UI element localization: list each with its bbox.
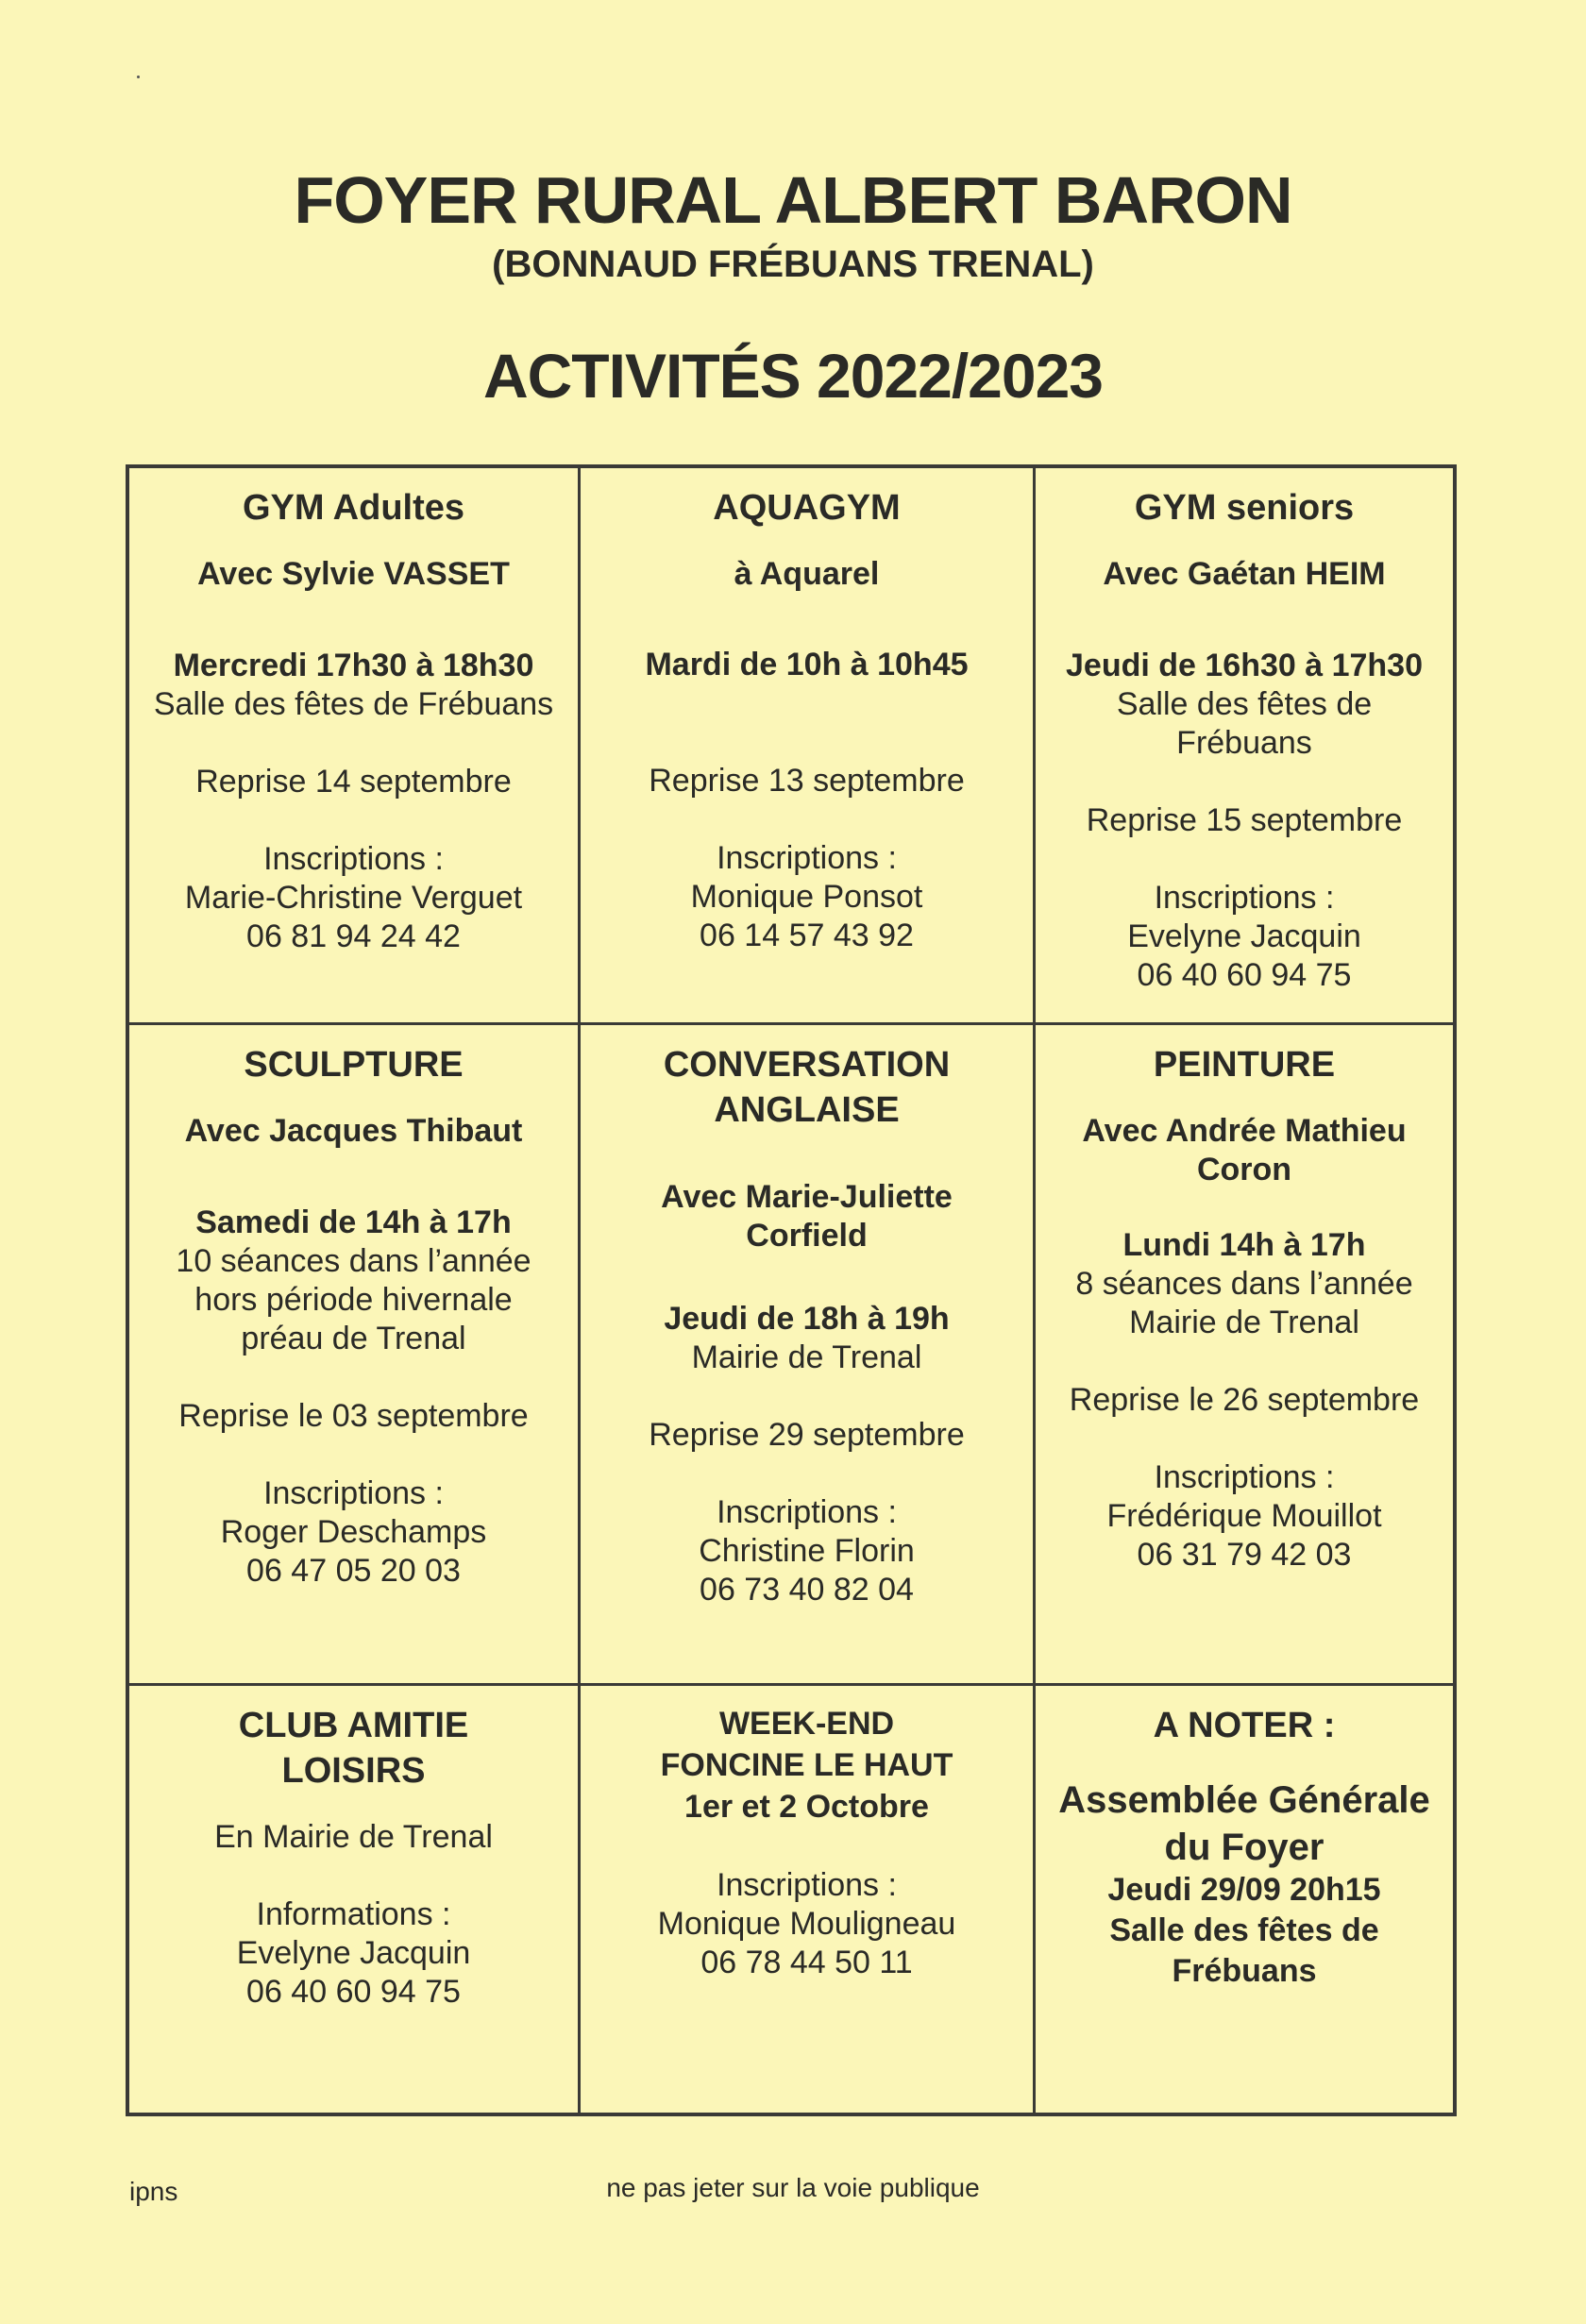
activity-title: AQUAGYM <box>713 488 901 528</box>
inscriptions-label: Inscriptions : <box>263 1475 444 1511</box>
activity-instructor: Corfield <box>746 1218 868 1254</box>
activity-title-line: CONVERSATION <box>663 1045 951 1085</box>
season-heading: ACTIVITÉS 2022/2023 <box>482 341 1104 411</box>
activity-title: PEINTURE <box>1153 1045 1336 1085</box>
cell-peinture <box>1036 1025 1453 1686</box>
inscriptions-name: Christine Florin <box>699 1533 915 1569</box>
info-phone: 06 40 60 94 75 <box>246 1974 461 2010</box>
activity-dates: 1er et 2 Octobre <box>684 1789 929 1825</box>
activity-title-line: FONCINE LE HAUT <box>660 1747 953 1783</box>
activity-title <box>143 1703 565 1794</box>
activity-detail: 10 séances dans l’année <box>176 1243 531 1279</box>
inscriptions-label: Inscriptions : <box>717 840 897 876</box>
inscriptions-label: Inscriptions : <box>1154 1459 1335 1495</box>
inscriptions-phone: 06 81 94 24 42 <box>246 918 461 954</box>
info-label: Informations : <box>256 1896 451 1932</box>
inscriptions-name: Monique Mouligneau <box>657 1906 956 1942</box>
activity-title-line: LOISIRS <box>281 1751 426 1791</box>
activity-location: à Aquarel <box>734 556 880 592</box>
cell-club-amitie <box>129 1686 581 2113</box>
cell-week-end <box>581 1686 1036 2113</box>
activity-instructor: Avec Gaétan HEIM <box>1103 556 1386 592</box>
inscriptions-name: Evelyne Jacquin <box>1127 918 1361 954</box>
activity-reprise: Reprise le 26 septembre <box>1069 1382 1420 1418</box>
cell-gym-adultes <box>129 468 581 1025</box>
activity-location: Salle des fêtes de <box>1116 686 1373 722</box>
speck <box>137 76 140 78</box>
inscriptions-label: Inscriptions : <box>717 1494 897 1530</box>
activity-instructor: Coron <box>1196 1152 1292 1187</box>
activity-title-line: ANGLAISE <box>714 1090 900 1130</box>
footer-ipns: ipns <box>129 2177 178 2206</box>
activity-instructor: Avec Jacques Thibaut <box>184 1113 523 1149</box>
inscriptions-phone: 06 40 60 94 75 <box>1137 957 1352 993</box>
inscriptions-name: Frédérique Mouillot <box>1106 1498 1382 1534</box>
activity-location: Mairie de Trenal <box>691 1339 922 1375</box>
inscriptions-phone: 06 78 44 50 11 <box>700 1945 913 1980</box>
activity-title-line: WEEK-END <box>718 1706 895 1742</box>
notice-event: du Foyer <box>1164 1827 1324 1868</box>
inscriptions-name: Roger Deschamps <box>220 1514 487 1550</box>
notice-event: Assemblée Générale <box>1058 1779 1430 1821</box>
activity-instructor: Avec Andrée Mathieu <box>1082 1113 1407 1149</box>
notice-location: Salle des fêtes de <box>1109 1912 1379 1948</box>
inscriptions-name: Monique Ponsot <box>690 879 923 915</box>
activity-schedule: Jeudi de 16h30 à 17h30 <box>1066 648 1423 683</box>
cell-sculpture <box>129 1025 581 1686</box>
activity-instructor: Avec Sylvie VASSET <box>197 556 510 592</box>
activity-location: Mairie de Trenal <box>1129 1305 1359 1340</box>
activity-reprise: Reprise le 03 septembre <box>178 1398 529 1434</box>
activity-title <box>594 1042 1020 1133</box>
activity-schedule: Samedi de 14h à 17h <box>195 1204 512 1240</box>
activity-detail: hors période hivernale <box>194 1282 513 1318</box>
notice-title: A NOTER : <box>1153 1706 1336 1745</box>
activity-title-line: CLUB AMITIE <box>238 1706 469 1745</box>
activity-title: GYM Adultes <box>242 488 465 528</box>
activity-title <box>594 1703 1020 1827</box>
notice-location: Frébuans <box>1172 1953 1317 1989</box>
inscriptions-phone: 06 73 40 82 04 <box>700 1572 914 1608</box>
activity-location: préau de Trenal <box>241 1321 466 1356</box>
activities-grid <box>126 464 1457 2116</box>
activity-schedule: Jeudi de 18h à 19h <box>664 1301 950 1337</box>
inscriptions-label: Inscriptions : <box>263 841 444 877</box>
activity-schedule: Mardi de 10h à 10h45 <box>645 647 969 682</box>
activity-location: Frébuans <box>1176 725 1312 761</box>
inscriptions-label: Inscriptions : <box>1154 880 1335 916</box>
footer-notice: ne pas jeter sur la voie publique <box>606 2173 980 2202</box>
cell-a-noter <box>1036 1686 1453 2113</box>
info-name: Evelyne Jacquin <box>236 1935 471 1971</box>
inscriptions-label: Inscriptions : <box>717 1867 897 1903</box>
activity-schedule: Mercredi 17h30 à 18h30 <box>173 648 534 683</box>
activity-reprise: Reprise 13 septembre <box>649 763 965 799</box>
activity-instructor: Avec Marie-Juliette <box>661 1179 953 1215</box>
activity-title: GYM seniors <box>1134 488 1355 528</box>
activity-reprise: Reprise 29 septembre <box>649 1417 965 1453</box>
page-subtitle: (BONNAUD FRÉBUANS TRENAL) <box>492 244 1094 285</box>
cell-aquagym <box>581 468 1036 1025</box>
activity-schedule: Lundi 14h à 17h <box>1122 1227 1366 1263</box>
cell-gym-seniors <box>1036 468 1453 1025</box>
cell-conversation-anglaise <box>581 1025 1036 1686</box>
activity-reprise: Reprise 15 septembre <box>1086 802 1403 838</box>
inscriptions-phone: 06 47 05 20 03 <box>246 1553 461 1589</box>
inscriptions-name: Marie-Christine Verguet <box>184 880 523 916</box>
activity-detail: 8 séances dans l’année <box>1075 1266 1413 1302</box>
activity-title: SCULPTURE <box>244 1045 464 1085</box>
page-title: FOYER RURAL ALBERT BARON <box>294 163 1292 237</box>
activity-reprise: Reprise 14 septembre <box>195 764 512 800</box>
inscriptions-phone: 06 14 57 43 92 <box>700 918 914 953</box>
activity-location: Salle des fêtes de Frébuans <box>153 686 554 722</box>
notice-datetime: Jeudi 29/09 20h15 <box>1107 1872 1381 1908</box>
activity-location: En Mairie de Trenal <box>214 1819 493 1855</box>
inscriptions-phone: 06 31 79 42 03 <box>1137 1537 1352 1573</box>
